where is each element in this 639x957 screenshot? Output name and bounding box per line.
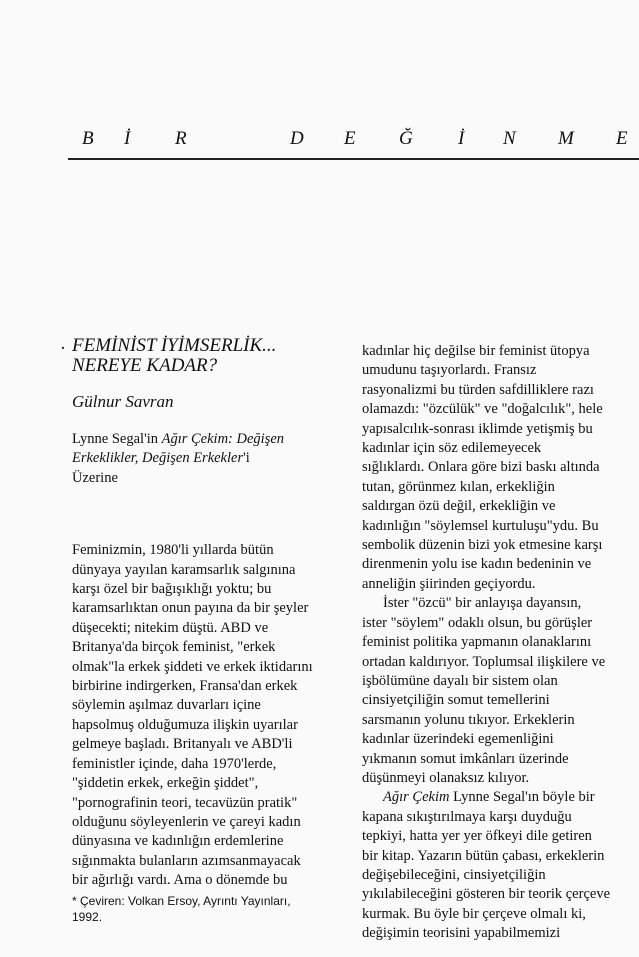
right-body-paragraph [362,594,634,788]
paragraph-line: sembolik düzenin bizi yok etmesine karşı [362,537,603,554]
paragraph-line: birbirine indirgerken, Fransa'dan erkek [72,678,298,695]
paragraph-line: olamazdı: "özcülük" ve "doğalcılık", hele [362,401,603,418]
footnote-line: * Çeviren: Volkan Ersoy, Ayrıntı Yayınları, [72,894,291,908]
paragraph-line: hapsolmuş olduğumuza ilişkin uyarılar [72,716,298,733]
paragraph-line [362,788,634,807]
paragraph-line: işbölümüne dayalı bir sistem olan [362,672,558,689]
paragraph-line: yapısalcılık-sonrası iklimde yetişmiş bu [362,420,593,437]
paragraph-line: yıkmanın somut imkânları üzerinde [362,750,569,767]
title-bullet: . [61,333,66,354]
paragraph-line: kadınlar hiç değilse bir feminist ütopya [362,343,590,359]
paragraph-line: tutan, görünmez kılan, erkekliğin [362,478,555,495]
paragraph-line: Feminizmin, 1980'li yıllarda bütün [72,542,274,559]
paragraph-line: kadınlar üzerindeki egemenliğini [362,731,554,748]
title-line: NEREYE KADAR? [72,355,218,376]
header-letter: D [290,128,304,149]
paragraph-line: rasyonalizmi bu türden safdilliklere razı [362,381,594,398]
paragraph-line: "şiddetin erkek, erkeğin şiddet", [72,775,259,792]
paragraph-line: dünyasına ve kadınlığın erdemlerine [72,833,284,850]
subtitle-text: 'i [243,450,250,467]
header-rule [68,158,639,160]
left-column [61,333,322,891]
header-letter: B [82,128,94,149]
author-name: Gülnur Savran [72,392,174,411]
subtitle [72,430,322,488]
title-line: FEMİNİST İYİMSERLİK... [72,335,277,356]
paragraph-line: ister "söylem" odaklı olsun, bu görüşler [362,614,593,631]
paragraph-line: düşecekti; nitekim düştü. ABD ve [72,619,269,636]
header-letter: Ğ [399,128,413,149]
paragraph-line: sığlıklardı. Onlara göre bizi baskı altında [362,459,600,476]
paragraph-line: gelmeye başladı. Britanyalı ve ABD'li [72,736,293,753]
paragraph-line: kurmak. Bu öyle bir çerçeve olmalı ki, [362,905,586,922]
paragraph-line: olmak"la erkek şiddeti ve erkek iktidarını [72,658,313,675]
paragraph-line: değişimin teorisini yapabilmemizi [362,925,561,942]
paragraph-line: anneliğin şiirinden geçiyordu. [362,575,536,592]
footnote-line: 1992. [72,910,103,924]
header-letter: E [344,128,356,149]
header-letter: R [175,128,187,149]
paragraph-line: bir kitap. Yazarın bütün çabası, erkeklerin [362,847,605,864]
running-header [0,128,639,152]
paragraph-line: sarsmanın yolunu tıkıyor. Erkeklerin [362,711,575,728]
paragraph-line: "pornografinin teori, tecavüzün pratik" [72,794,298,811]
header-letter: İ [458,128,465,149]
paragraph-text: Lynne Segal'ın böyle bir [449,789,595,806]
paragraph-line: kadınlar için söz edilemeyecek [362,440,542,457]
article-title [61,333,322,376]
paragraph-line: tepkiyi, hatta yer yer öfkeyi dile getiren [362,828,592,845]
subtitle-text: Lynne Segal'in [72,431,162,447]
paragraph-line: sığınmakta bulanların azımsanmayacak [72,852,301,869]
paragraph-line: bir ağırlığı vardı. Ama o dönemde bu [72,872,288,889]
paragraph-line: kapana sıkıştırılmaya karşı duyduğu [362,808,572,825]
book-title: Ağır Çekim [383,789,450,806]
paragraph-line: karşı özel bir bağışıklığı yoktu; bu [72,581,272,598]
subtitle-text: Üzerine [72,469,118,486]
book-title: Ağır Çekim: Değişen [161,431,285,447]
paragraph-line: feminist politika yapmanın olanaklarını [362,634,592,651]
paragraph-line: direnmenin yolu ise kadın bedeninin ve [362,556,592,573]
paragraph-line: değişebileceğini, cinsiyetçiliğin [362,866,546,883]
paragraph-line: söylemin aşılmaz duvarları içine [72,697,261,714]
paragraph-line: yıkılabileceğini gösteren bir teorik çerçeve [362,886,611,903]
paragraph-line: düşünmeyi olanaksız kılıyor. [362,769,530,786]
paragraph-line: karamsarlıktan onun payına da bir şeyler [72,600,309,617]
header-letter: E [616,128,628,149]
header-letter: M [558,128,574,149]
paragraph-line: feministler içinde, daha 1970'lerde, [72,755,277,772]
header-letter: İ [124,128,131,149]
paragraph-line: olduğunu söyleyenlerin ve çareyi kadın [72,813,301,830]
paragraph-line: ortadan kaldırıyor. Toplumsal ilişkilere ve [362,653,606,670]
paragraph-line: Britanya'da birçok feminist, "erkek [72,639,276,656]
footnote [72,893,322,925]
left-body-text [72,541,322,890]
right-column [362,342,634,944]
paragraph-line: İster "özcü" bir anlayışa dayansın, [383,595,582,612]
paragraph-line: dünyaya yayılan karamsarlık salgınına [72,561,296,578]
paragraph-line: umudunu taşıyorlardı. Fransız [362,362,537,379]
header-letter: N [503,128,516,149]
right-body-paragraph [362,788,634,943]
right-body-paragraph [362,342,634,594]
book-title: Erkeklikler, Değişen Erkekler [72,450,244,467]
paragraph-line: cinsiyetçiliğin somut temellerini [362,692,550,709]
paragraph-line: saldırgan özü değil, erkekliğin ve [362,498,556,515]
paragraph-line: kadınlığın "söylemsel kurtuluşu"ydu. Bu [362,517,599,534]
